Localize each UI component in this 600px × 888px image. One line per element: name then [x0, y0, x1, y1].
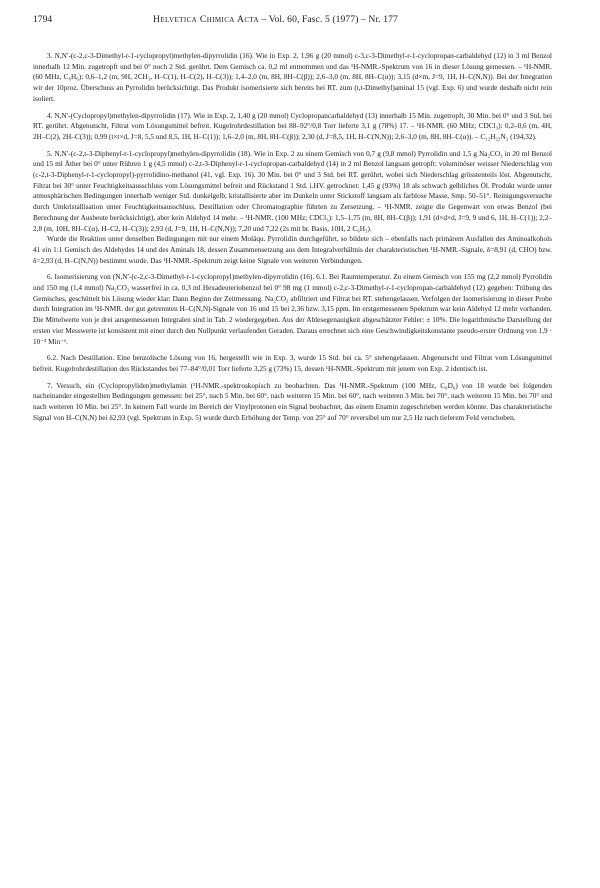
- paragraph-exp4: 4. N,N′-(Cyclopropyl)methylen-dipyrrolidin (17). Wie in Exp. 2, 1,40 g (20 mmol) Cyclopropancarbaldehyd (13) innerhalb 15 Min. zugetropft, 30 Min. bei 0° und 3 Std. bei RT. gerührt. Abgenutscht, Filtrat vom Lösungsmittel befreit. Kugelrohrdestillation bei 88–92°/0,8 Torr lieferte 3,1 g (78%) 17. – ¹H-NMR. (60 MHz; CDCl₃): 0,2–0,6 (m, 4H, 2H–C(2), 2H–C(3)); 0,99 (t×t×d, J=8, 5,5 und 8,5, 1H, H–C(1)); 1,6–2,0 (m, 8H, 8H–C(β)); 2,30 (d, J=8,5, 1H, H–C(N,N)); 2,6–3,0 (m, 8H, 8H–C(α)). – C₁₂H₂₂N₂ (194,32).: [33, 111, 552, 141]
- issue-info: – Vol. 60, Fasc. 5 (1977) – Nr. 177: [261, 14, 398, 25]
- paragraph-exp5: 5. N,N′-(c-2,t-3-Diphenyl-r-1-cyclopropyl)methylen-dipyrrolidin (18). Wie in Exp. 2 zu einem Gemisch von 0,7 g (9,8 mmol) Pyrrolidin und 1,5 g Na₂CO₃ in 20 ml Benzol und 15 ml Äther bei 0° unter Rühren 1 g (4,5 mmol) c-2,t-3-Diphenyl-r-1-cyclopropan-carbaldehyd (14) in 2 ml Benzol langsam getropft: voluminöser weisser Niederschlag von (c-2,t-3-Diphenyl-r-1-cyclopropyl)-pyrrolidino-methanol (41, vgl. Exp. 16). 30 Min. bei 0° und 3 Std. bei RT. gerührt, wobei sich Niederschlag grösstenteils löst. Abgenutscht, Filtrat bei 30° unter Feuchtigkeitsausschluss vom Lösungsmittel befreit und Rückstand 1 Std. i.HV. getrocknet: 1,45 g (93%) 18 als schwach gelbliches Öl. Produkt wurde unter atmosphärischen Bedingungen innerhalb weniger Std. dunkelgelb, kristallisierte aber im Dunkeln unter Stickstoff langsam als farblose Masse, Smp. 50–51°. Reinigungsversuche durch Umkristallisation unter Feuchtigkeitsausschluss, Destillation oder Chromatographie führten zu Zersetzung. – ¹H-NMR. zeigte die Gegenwart von etwas Benzol (bei Berechnung der Ausbeute berücksichtigt), aber kein Aldehyd 14 mehr. – ¹H-NMR. (100 MHz; CDCl₃): 1,5–1,75 (m, 8H, 8H–C(β)); 1,91 (d×d×d, J=9, 9 und 6, 1H, H–C(1)); 2,2–2,8 (m, 10H, 8H–C(α), H–C2, H–C(3)); 2,93 (d, J=9, 1H, H–C(N,N)); 7,20 und 7,22 (2s mit br. Basis, 10H, 2 C₆H₅).: [33, 149, 552, 233]
- paragraph-exp7: 7. Versuch, ein (Cyclopropyliden)methylamin (¹H-NMR.-spektroskopisch zu beobachten. Das ¹H-NMR.-Spektrum (100 MHz, C₆D₆) von 18 wurde bei folgenden nacheinander eingestellten Bedingungen gemessen: bei 25°, nach 5 Min. bei 60°, nach weiteren 15 Min. bei 60°, nach weiteren 3 Min. bei 70°, nach weiteren 15 Min. bei 70° und nach weiteren 10 Min. bei 25°. In keinem Fall wurde im Bereich der Vinylprotonen ein Signal beobachtet, das einem Enamin zugeschrieben werden könnte. Das charakteristische Signal von H–C(N,N) bei δ2,93 (vgl. Spektrum in Exp. 5) wurde durch Erhöhung der Temp. von 25° auf 70° reversibel um nur 2,5 Hz nach tieferem Feld verschoben.: [33, 381, 552, 422]
- paragraph-exp6: 6. Isomerisierung von (N,N′-(c-2,c-3-Dimethyl-r-1-cyclopropyl)methylen-dipyrrolidin (16). 6.1. Bei Raumtemperatur. Zu einem Gemisch von 155 mg (2,2 mmol) Pyrrolidin und 150 mg (1,4 mmol) Na₂CO₃ wasserfrei in ca. 0,3 ml Hexadeuteriobenzol bei 0° 98 mg (1 mmol) c-2,c-3-Dimethyl-r-1-cyclopropan-carbaldehyd (12) gegeben: Trübung des Gemisches, geschüttelt bis Lösung wieder klar: Dann Beginn der Zeitmessung. Na₂CO₃ abfiltriert und Filtrat bei RT. stehengelassen. Verfolgen der Isomerisierung in dieser Probe durch Integration im ¹H-NMR. der gut getrennten H–C(N,N)-Signale von 16 und 15 bei 2,36 bzw. 3,15 ppm. Im erstgemessenen Spektrum war kein Aldehyd 12 mehr vorhanden. Die Mittelwerte von je drei ausgemessenen Integralen sind in Tab. 2 wiedergegeben. Aus der Ablesegenauigkeit abgeschätzter Fehler: ± 10%. Die logarithmische Darstellung der ersten vier Messwerte ist konsistent mit einer durch den Nullpunkt verlaufenden Geraden. Daraus errechnet sich eine Geschwindigkeitskonstante pseudo-erster Ordnung von 1,9 · 10⁻³ Min⁻¹.: [33, 273, 552, 346]
- experimental-section: [33, 51, 552, 424]
- paragraph-exp6-2: 6.2. Nach Destillation. Eine benzolische Lösung von 16, hergestellt wie in Exp. 3, wurde 15 Std. bei ca. 5° stehengelassen. Abgenutscht und Filtrat vom Lösungsmittel befreit. Kugelrohrdestillation des Rückstandes bei 77–84°/0,01 Torr lieferte 3,25 g (73%) 15, dessen ¹H-NMR.-Spektrum mit jenem von Exp. 2 identisch ist.: [33, 354, 552, 373]
- page-number: 1794: [33, 14, 53, 25]
- running-header: [33, 14, 552, 26]
- paragraph-exp5-note: Wurde die Reaktion unter denselben Bedingungen mit nur einem Moläqu. Pyrrolidin durchgeführt, so bildete sich – ebenfalls nach primärem Ausfallen des Aminoalkohols 41 ein 1:1 Gemisch des Aldehydes 14 und des Aminals 18, dessen Zusammensetzung aus dem Integralverhältnis der charakteristischen ¹H-NMR.-Signale, δ=8,91 (d, CHO) bzw. δ=2,93 (d, H–C(N,N)) bestimmt wurde. Das ¹H-NMR.-Spektrum zeigt keine Signale von weiteren Verbindungen.: [33, 235, 552, 265]
- journal-name: Helvetica Chimica Acta: [153, 14, 259, 25]
- running-title: [153, 14, 552, 26]
- paragraph-exp3: 3. N,N′-(c-2,c-3-Dimethyl-r-1-cyclopropyl)methylen-dipyrrolidin (16). Wie in Exp. 2, 1,96 g (20 mmol) c-3,c-3-Dimethyl-r-1-cyclopropan-carbaldehyd (12) in 3 ml Benzol innerhalb 12 Min. zugetropft und bei 0° noch 2 Std. gerührt. Dem Gemisch ca. 0,2 ml entnommen und das ¹H-NMR.-Spektrum von 16 in dieser Lösung gemessen. – ¹H-NMR. (60 MHz, C₆H₆): 0,6–1,2 (m, 9H, 2CH₃, H–C(1), H–C(2), H–C(3)); 1,4–2,0 (m, 8H, 8H–C(β)); 2,6–3,0 (m, 8H, 8H–C(α)); 3,15 (d×m, J=9, 1H, H–C(N,N)). Bei der Integration wir der 10proz. Überschuss an Pyrrolidin berücksichtigt. Das Produkt isomerisierte sich bereits bei RT. zum (t,t-Dimethyl)aminal 15 (vgl. Exp. 6) und wurde deshalb nicht rein isoliert.: [33, 52, 552, 103]
